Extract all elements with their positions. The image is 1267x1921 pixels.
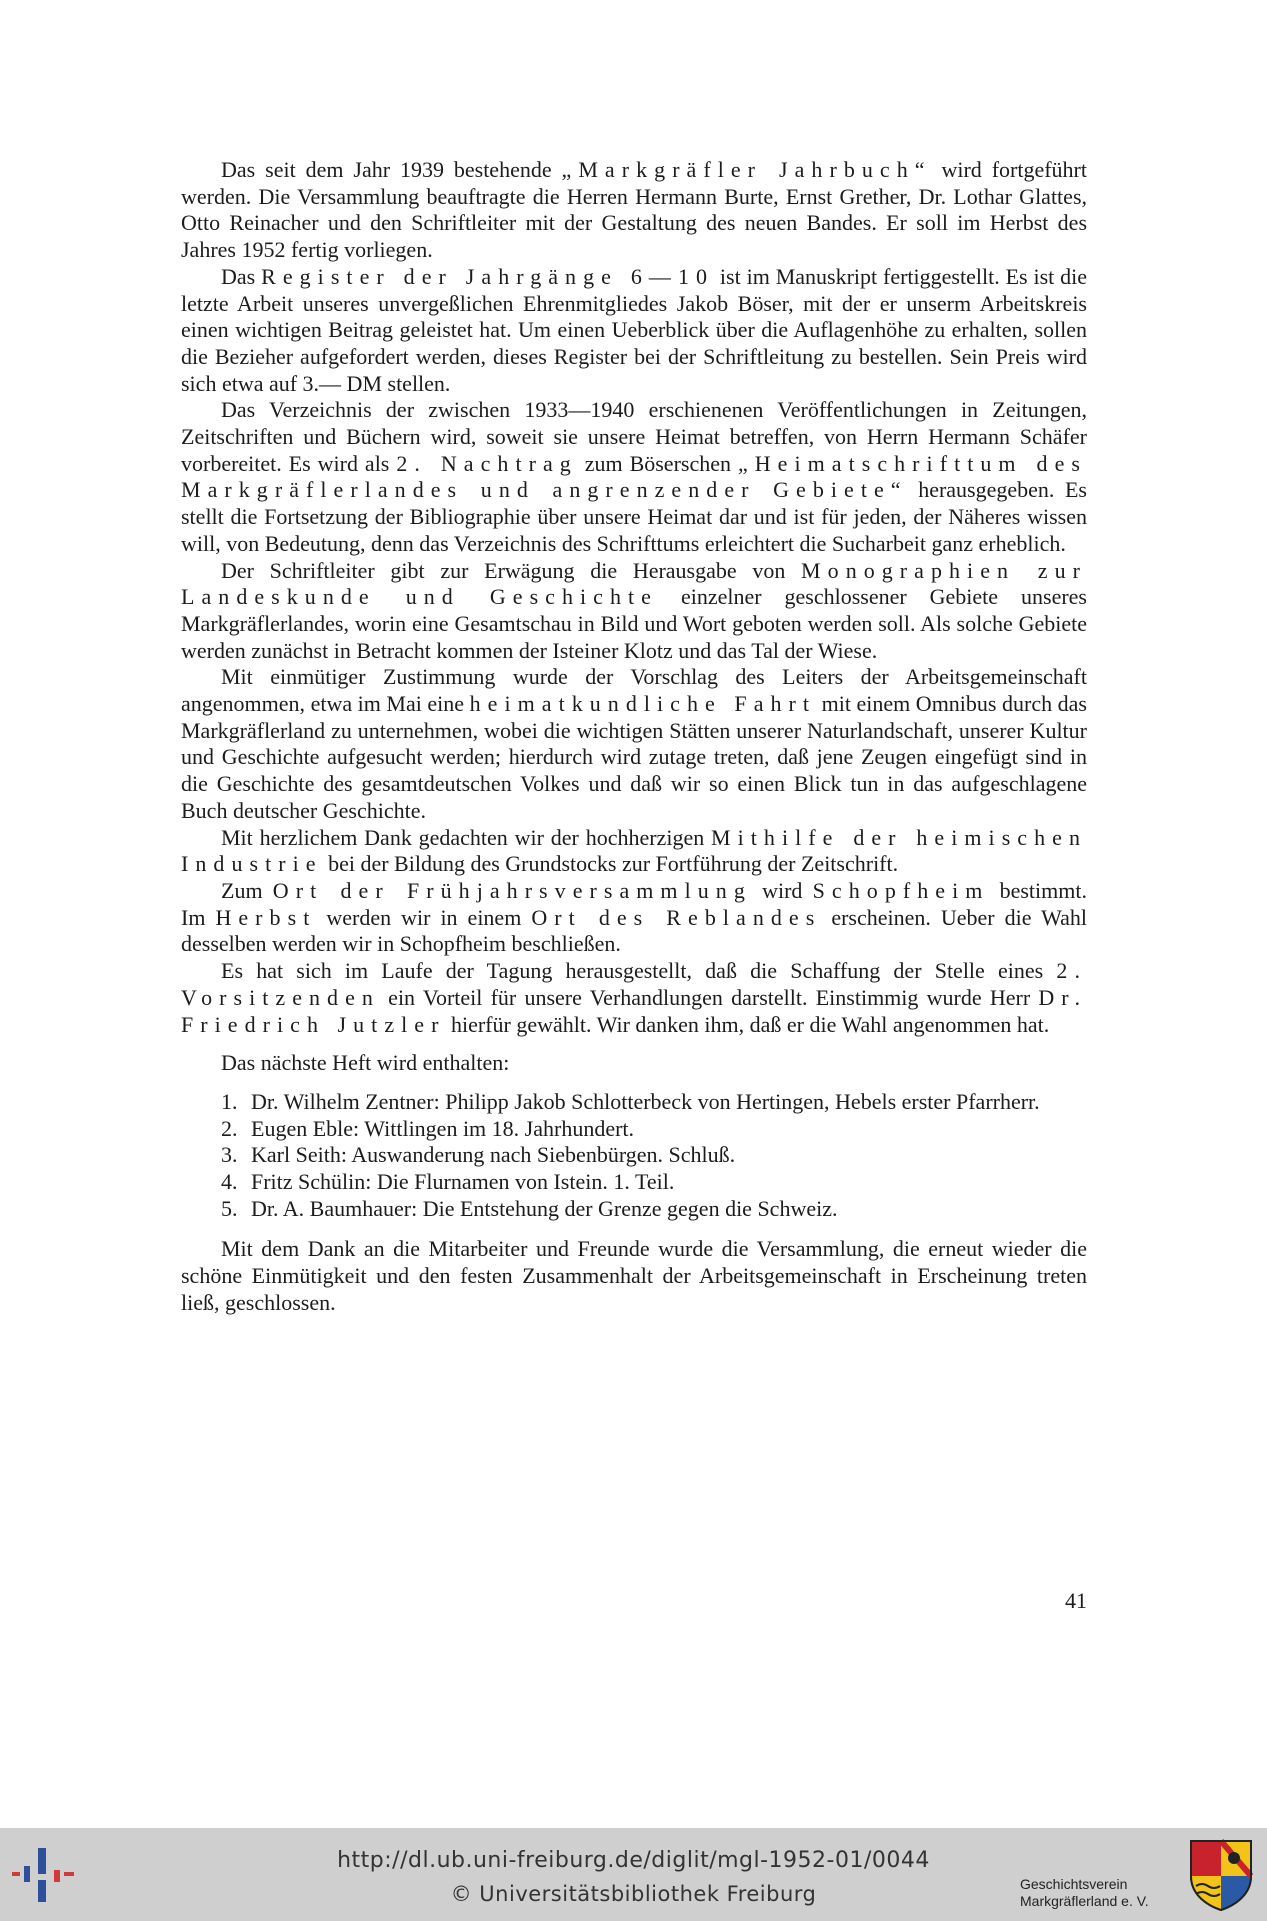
text-span: Das Verzeichnis der zwischen 1933—1940 erschienenen Veröffentlichungen in Zeitungen, Zeitschriften und Büchern wird, soweit sie unsere Heimat betreffen, von Herrn Hermann Schäfer vorbereitet. Es wird als bbox=[181, 397, 1087, 476]
text-span: Mit einmütiger Zustimmung wurde der Vorschlag des Leiters der Arbeitsgemeinschaft angenommen, etwa im Mai eine bbox=[181, 664, 1087, 717]
text-span: ein Vorteil für unsere Verhandlungen darstellt. Einstimmig wurde Herr bbox=[379, 984, 1039, 1010]
spaced-emphasis: Mithilfe der heimischen Industrie bbox=[181, 824, 1087, 877]
spaced-emphasis: „Markgräfler Jahrbuch“ bbox=[561, 157, 932, 182]
society-name bbox=[1020, 1876, 1180, 1910]
text-span: Der Schriftleiter gibt zur Erwägung die Herausgabe von bbox=[221, 557, 802, 583]
spacer bbox=[181, 1222, 1087, 1236]
spaced-emphasis: „Heimatschrifttum des Markgräflerlandes und angrenzender Gebiete“ bbox=[181, 450, 1087, 503]
spacer bbox=[181, 1077, 1087, 1089]
text-span: erscheinen. Ueber die Wahl desselben werden wir in Schopfheim beschließen. bbox=[181, 904, 1087, 957]
paragraph-verzeichnis bbox=[181, 397, 1087, 557]
page-body-text bbox=[181, 157, 1087, 1317]
text-span: mit einem Omnibus durch das Markgräflerland zu unternehmen, wobei die wichtigen Stätten unserer Naturlandschaft, unserer Kultur und Geschichte aufgesucht werden; hierdurch wird zutage treten, daß jene Zeugen eingefügt sind in die Geschichte des gesamtdeutschen Volkes und daß wir so einen Blick tun in das aufgeschlagene Buch deutscher Geschichte. bbox=[181, 691, 1087, 823]
list-item-text: Fritz Schülin: Die Flurnamen von Istein. 1. Teil. bbox=[251, 1169, 675, 1195]
paragraph-versammlungsort bbox=[181, 878, 1087, 958]
list-item-text: Dr. Wilhelm Zentner: Philipp Jakob Schlotterbeck von Hertingen, Hebels erster Pfarrherr. bbox=[251, 1088, 1040, 1114]
text-span: wird fortgeführt werden. Die Versammlung beauftragte die Herren Hermann Burte, Ernst Grether, Dr. Lothar Glattes, Otto Reinacher und den Schriftleiter mit der Gestaltung des neuen Bandes. Er soll im Herbst des Jahres 1952 fertig vorliegen. bbox=[181, 157, 1087, 263]
text-span: zum Böserschen bbox=[577, 450, 738, 476]
text-span: Mit herzlichem Dank gedachten wir der hochherzigen bbox=[221, 824, 712, 850]
text-span: hierfür gewählt. Wir danken ihm, daß er die Wahl angenommen hat. bbox=[445, 1011, 1050, 1037]
paragraph-mithilfe bbox=[181, 825, 1087, 878]
text-span: ist im Manuskript fertiggestellt. Es ist die letzte Arbeit unseres unvergeßlichen Ehrenmitgliedes Jakob Böser, mit der er unserm Arbeitskreis einen wichtigen Beitrag geleistet hat. Um einen Ueberblick über die Auflagenhöhe zu erhalten, sollen die Bezieher aufgefordert werden, dieses Register bei der Schriftleitung zu bestellen. Sein Preis wird sich etwa auf 3.— DM stellen. bbox=[181, 263, 1087, 396]
contents-list-item bbox=[181, 1169, 1087, 1196]
society-name-line-1: Geschichtsverein bbox=[1020, 1876, 1128, 1892]
text-span: Das bbox=[221, 263, 262, 289]
text-span: bei der Bildung des Grundstocks zur Fortführung der Zeitschrift. bbox=[322, 851, 899, 877]
paragraph-register bbox=[181, 264, 1087, 398]
paragraph-closing: Mit dem Dank an die Mitarbeiter und Freunde wurde die Versammlung, die erneut wieder die schöne Einmütigkeit und den festen Zusammenhalt der Arbeitsgemeinschaft in Erscheinung treten ließ, geschlossen. bbox=[181, 1236, 1087, 1315]
text-span: Zum bbox=[221, 877, 273, 903]
text-span: wird bbox=[751, 877, 813, 903]
spaced-emphasis: Schopfheim bbox=[812, 877, 990, 903]
spaced-emphasis: Monographien zur Landeskunde und Geschichte bbox=[181, 557, 1087, 610]
spaced-emphasis: 2. Vorsitzenden bbox=[181, 958, 1087, 1010]
list-item-number: 5. bbox=[221, 1195, 238, 1221]
text-span: Es hat sich im Laufe der Tagung herausgestellt, daß die Schaffung der Stelle eines bbox=[221, 958, 1057, 984]
list-item-number: 2. bbox=[221, 1115, 238, 1141]
list-item-number: 3. bbox=[221, 1142, 238, 1168]
contents-list-item bbox=[181, 1089, 1087, 1116]
list-item-number: 4. bbox=[221, 1169, 238, 1195]
digitization-footer bbox=[0, 1828, 1267, 1921]
contents-list-item bbox=[181, 1116, 1087, 1143]
text-span: herausgegeben. Es stellt die Fortsetzung der Bibliographie über unsere Heimat dar und ist für jeden, der Näheres wissen will, von Bedeutung, denn das Verzeichnis des Schrifttums erleichtert die Sucharbeit ganz erheblich. bbox=[181, 477, 1087, 556]
spacer bbox=[181, 1038, 1087, 1050]
paragraph-fahrt bbox=[181, 664, 1087, 824]
text-span: werden wir in einem bbox=[316, 904, 532, 930]
coat-of-arms-icon bbox=[1188, 1838, 1254, 1912]
list-item-number: 1. bbox=[221, 1088, 238, 1114]
footer-copyright: © Universitätsbibliothek Freiburg bbox=[450, 1882, 817, 1906]
spaced-emphasis: Ort der Frühjahrsversammlung bbox=[272, 877, 752, 903]
paragraph-jahrbuch bbox=[181, 157, 1087, 264]
contents-list-item bbox=[181, 1142, 1087, 1169]
paragraph-monographien bbox=[181, 558, 1087, 665]
spaced-emphasis: Dr. Friedrich Jutzler bbox=[181, 984, 1087, 1037]
footer-url-link[interactable]: http://dl.ub.uni-freiburg.de/diglit/mgl-1952-01/0044 bbox=[337, 1848, 930, 1873]
paragraph-vorsitzender bbox=[181, 958, 1087, 1038]
next-issue-contents-list bbox=[181, 1089, 1087, 1223]
spaced-emphasis: Ort des Reblandes bbox=[531, 904, 822, 930]
text-span: einzelner geschlossener Gebiete unseres Markgräflerlandes, worin eine Gesamtschau in Bild und Wort geboten werden soll. Als solche Gebiete werden zunächst in Betracht kommen der Isteiner Klotz und das Tal der Wiese. bbox=[181, 584, 1087, 663]
list-item-text: Karl Seith: Auswanderung nach Siebenbürgen. Schluß. bbox=[251, 1142, 736, 1168]
next-issue-intro: Das nächste Heft wird enthalten: bbox=[221, 1050, 510, 1076]
list-item-text: Dr. A. Baumhauer: Die Entstehung der Grenze gegen die Schweiz. bbox=[251, 1195, 838, 1221]
page-number: 41 bbox=[1065, 1588, 1087, 1613]
spaced-emphasis: heimatkundliche Fahrt bbox=[469, 691, 817, 717]
text-span: Das seit dem Jahr 1939 bestehende bbox=[221, 157, 562, 182]
list-item-text: Eugen Eble: Wittlingen im 18. Jahrhundert. bbox=[251, 1115, 635, 1141]
spaced-emphasis: 2. Nachtrag bbox=[396, 450, 578, 476]
spaced-emphasis: Register der Jahrgänge 6—10 bbox=[261, 263, 715, 289]
text-span: bestimmt. Im bbox=[181, 877, 1087, 930]
society-name-line-2: Markgräflerland e. V. bbox=[1020, 1893, 1149, 1909]
contents-list-item bbox=[181, 1196, 1087, 1223]
spaced-emphasis: Herbst bbox=[215, 904, 317, 930]
